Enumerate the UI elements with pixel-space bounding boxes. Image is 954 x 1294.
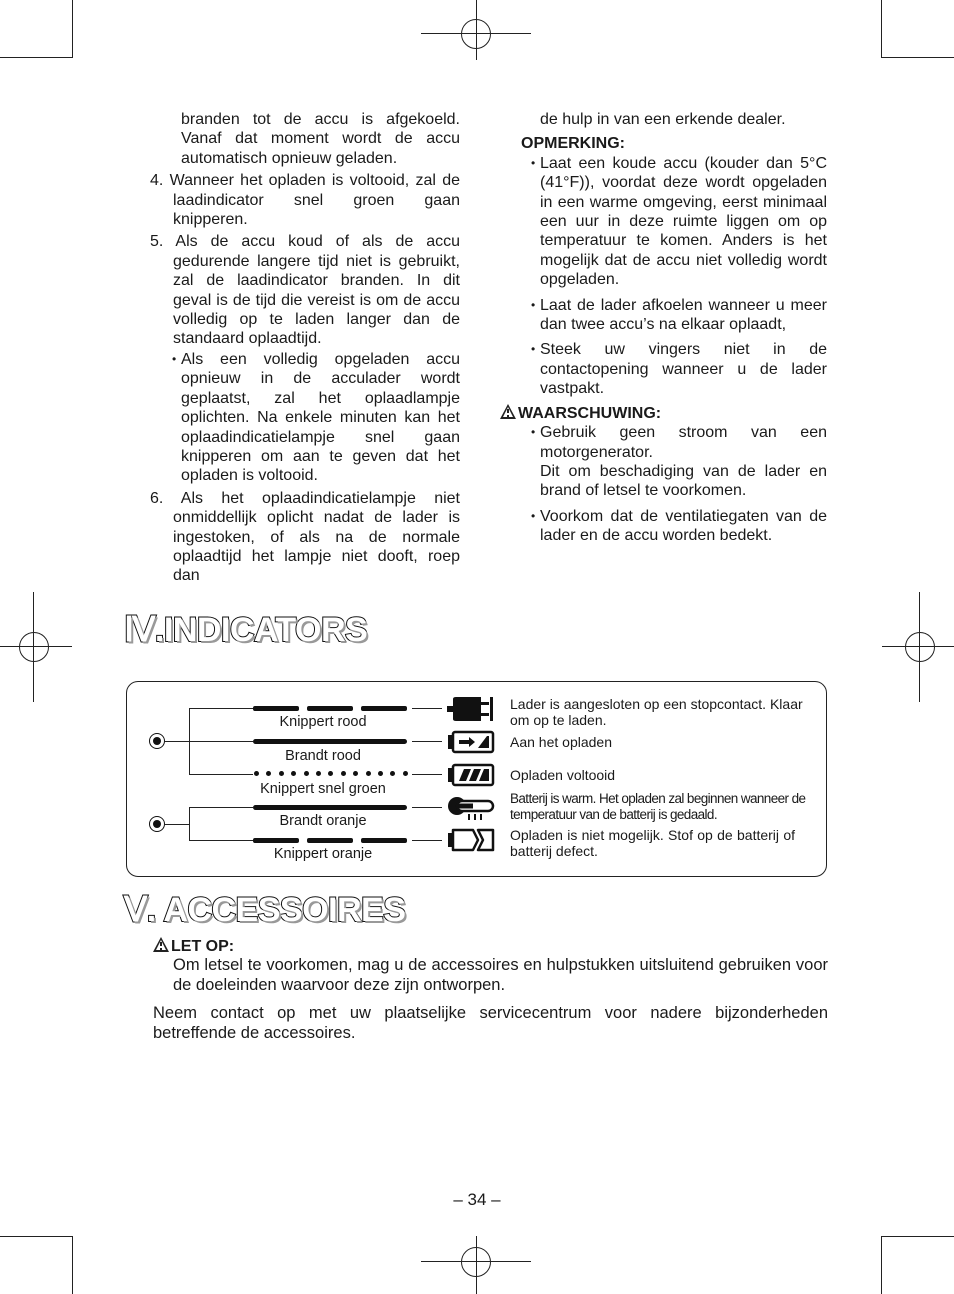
- blink-pattern-dot: [316, 771, 321, 776]
- crop-mark: [72, 0, 73, 58]
- blink-pattern-dot: [304, 771, 309, 776]
- section-title-accessoires: Ⅴ. ACCESSOIRES: [124, 891, 406, 929]
- broken-battery-icon: [447, 828, 495, 852]
- indicator-description: Opladen is niet mogelijk. Stof op de batterij of batterij defect.: [510, 827, 795, 859]
- blink-pattern-dot: [378, 771, 383, 776]
- connector-line: [165, 741, 189, 742]
- opmerking-heading: OPMERKING:: [521, 135, 625, 153]
- paragraph: branden tot de accu is afgekoeld. Vanaf dat moment wordt de accu automatisch opnieuw geladen.: [181, 111, 460, 167]
- led-red-icon: [149, 733, 165, 749]
- let-op-text: Om letsel te voorkomen, mag u de accessoires en hulpstukken uitsluitend gebruiken voor de doeleinden waarvoor deze zijn ontworpen.: [173, 956, 828, 994]
- connector-line: [189, 774, 253, 775]
- crop-mark: [882, 1236, 954, 1237]
- connector-line: [165, 824, 189, 825]
- right-column: [518, 110, 827, 546]
- connector-line: [412, 741, 442, 742]
- blink-pattern-dash: [361, 706, 407, 711]
- crop-mark: [72, 1236, 73, 1294]
- registration-circle-icon: [19, 632, 49, 662]
- page-number: – 34 –: [453, 1190, 501, 1209]
- blink-pattern-dot: [341, 771, 346, 776]
- waarschuwing-heading-text: WAARSCHUWING:: [518, 404, 662, 422]
- blink-pattern-dash: [307, 706, 353, 711]
- waarschuwing-bullet: • Voorkom dat de ventilatiegaten van de lader en de accu worden bedekt.: [531, 507, 827, 546]
- list-item-5: 5. Als de accu koud of als de accu gedurende langere tijd niet is gebruikt, zal de laadindicator branden. In dit geval is de tijd die vereist is om de accu volledig op te laden langer dan de standaard oplaadtijd.: [150, 233, 460, 348]
- blink-pattern-dash: [361, 838, 407, 843]
- crop-mark: [882, 57, 954, 58]
- warning-icon: [153, 937, 169, 952]
- indicator-label: Knippert rood: [279, 714, 367, 730]
- connector-line: [189, 807, 253, 808]
- connector-line: [412, 840, 442, 841]
- registration-circle-icon: [905, 632, 935, 662]
- solid-pattern-bar: [253, 805, 407, 810]
- let-op-heading: [153, 937, 828, 956]
- indicator-label: Knippert oranje: [273, 846, 373, 862]
- blink-pattern-dot: [279, 771, 284, 776]
- accessoires-content: [153, 937, 828, 1043]
- list-item-4: 4. Wanneer het opladen is voltooid, zal de laadindicator snel groen gaan knipperen.: [150, 172, 460, 229]
- indicator-label: Brandt oranje: [279, 813, 367, 829]
- registration-circle-icon: [461, 19, 491, 49]
- waarschuwing-heading: [500, 404, 827, 423]
- indicator-description: Batterij is warm. Het opladen zal beginnen wanneer de temperatuur van de batterij is gedaald.: [510, 791, 806, 822]
- crop-mark: [0, 1236, 72, 1237]
- thermometer-icon: [447, 795, 495, 821]
- opmerking-bullet: • Steek uw vingers niet in de contactopening wanneer u de lader vastpakt.: [531, 340, 827, 398]
- waarschuwing-bullet-line: Dit om beschadiging van de lader en brand of letsel te voorkomen.: [540, 462, 827, 500]
- indicator-description: Opladen voltooid: [510, 767, 616, 783]
- blink-pattern-dot: [366, 771, 371, 776]
- led-orange-icon: [149, 816, 165, 832]
- connector-line: [412, 708, 442, 709]
- blink-pattern-dash: [253, 838, 299, 843]
- connector-line: [189, 708, 253, 709]
- waarschuwing-bullet-line: • Gebruik geen stroom van een motorgenerator.: [540, 424, 827, 461]
- warning-icon: [500, 404, 516, 419]
- solid-pattern-bar: [253, 739, 407, 744]
- left-column: [150, 110, 460, 586]
- crop-mark: [881, 1236, 882, 1294]
- registration-circle-icon: [461, 1247, 491, 1277]
- connector-line: [189, 741, 253, 742]
- waarschuwing-bullet: [531, 423, 827, 501]
- blink-pattern-dash: [307, 838, 353, 843]
- blink-pattern-dot: [254, 771, 259, 776]
- connector-line: [412, 807, 442, 808]
- indicator-label: Brandt rood: [285, 748, 361, 764]
- connector-line: [189, 807, 190, 840]
- opmerking-bullet: • Laat een koude accu (kouder dan 5°C (41°F)), voordat deze wordt opgeladen in een warme omgeving, eerst minimaal een uur in deze ruimte liggen om op temperatuur te komen. Anders is het mogelijk dat de accu niet volledig wordt opgeladen.: [531, 154, 827, 290]
- blink-pattern-dot: [403, 771, 408, 776]
- indicator-description: Lader is aangesloten op een stopcontact. Klaar om op te laden.: [510, 696, 803, 728]
- crop-mark: [0, 57, 72, 58]
- list-item-5-bullet: • Als een volledig opgeladen accu opnieuw in de acculader wordt geplaatst, zal het oplaadlampje oplichten. Na enkele minuten kan het oplaadindicatielampje snel gaan knipperen om aan te geven dat het opladen is voltooid.: [172, 350, 460, 486]
- list-item-6: 6. Als het oplaadindicatielampje niet onmiddellijk oplicht nadat de lader is ingestoken, of als na de normale oplaadtijd het lampje niet dooft, roep dan: [150, 489, 460, 585]
- contact-text: Neem contact op met uw plaatselijke servicecentrum voor nadere bijzonderheden betreffende de accessoires.: [153, 1004, 828, 1042]
- plug-icon: [447, 695, 495, 723]
- crop-mark: [881, 0, 882, 58]
- opmerking-bullet: • Laat de lader afkoelen wanneer u meer dan twee accu’s na elkaar oplaadt,: [531, 296, 827, 335]
- indicator-description: Aan het opladen: [510, 734, 612, 750]
- let-op-heading-text: LET OP:: [171, 938, 235, 955]
- section-title-indicators: Ⅳ.INDICATORS: [124, 611, 368, 649]
- connector-line: [189, 840, 253, 841]
- indicator-label: Knippert snel groen: [260, 781, 386, 797]
- blink-pattern-dash: [253, 706, 299, 711]
- charging-battery-icon: [447, 730, 495, 754]
- connector-line: [412, 774, 442, 775]
- full-battery-icon: [447, 763, 495, 787]
- paragraph: de hulp in van een erkende dealer.: [540, 111, 786, 128]
